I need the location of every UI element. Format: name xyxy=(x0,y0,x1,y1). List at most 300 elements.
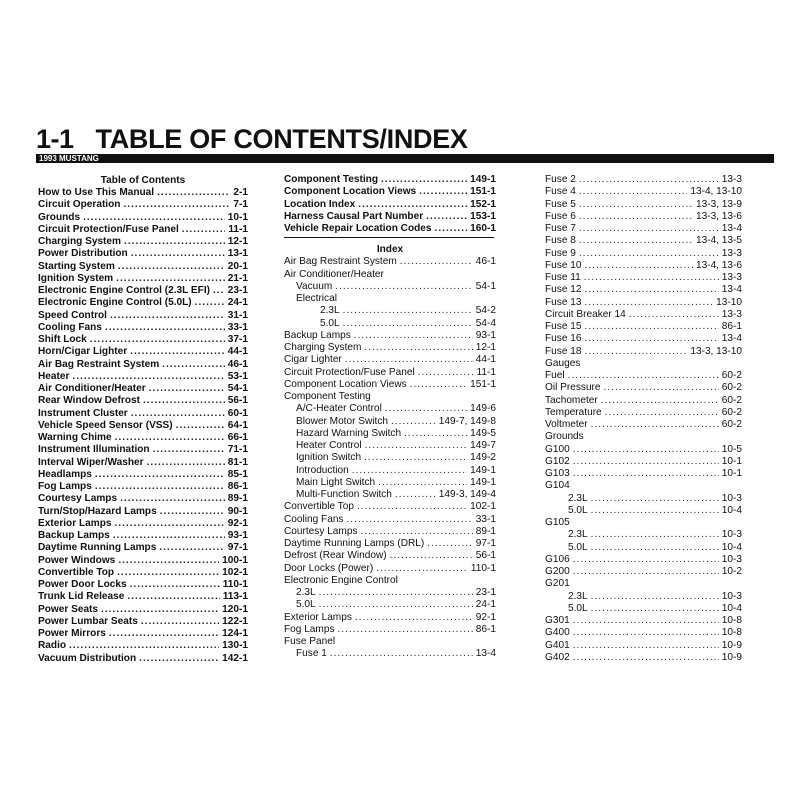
contents-entry[interactable] xyxy=(38,653,248,665)
index-entry[interactable] xyxy=(545,652,742,664)
entry-label: Component Testing xyxy=(284,391,371,402)
dot-leader xyxy=(176,420,225,432)
dot-leader xyxy=(157,187,230,199)
index-entry[interactable] xyxy=(284,342,496,354)
contents-heading: Table of Contents xyxy=(100,175,186,186)
contents-entry[interactable] xyxy=(38,518,248,530)
index-entry[interactable] xyxy=(284,256,496,268)
contents-entry[interactable] xyxy=(38,530,248,542)
dot-leader xyxy=(147,457,225,469)
entry-label: Electronic Engine Control (2.3L EFI) xyxy=(38,285,210,296)
index-entry[interactable] xyxy=(545,566,742,578)
index-entry[interactable] xyxy=(284,269,496,281)
entry-page: 149-3, 149-4 xyxy=(438,489,496,500)
entry-page: 10-8 xyxy=(721,627,742,639)
entry-label: Multi-Function Switch xyxy=(296,489,392,500)
entry-page: 13-3, 13-10 xyxy=(690,345,742,357)
dot-leader xyxy=(83,212,225,224)
entry-page: 13-3 xyxy=(721,247,742,259)
entry-label: Horn/Cigar Lighter xyxy=(38,346,128,358)
index-entry[interactable] xyxy=(284,281,496,293)
index-entry[interactable] xyxy=(284,636,496,648)
dot-leader xyxy=(105,322,225,334)
dot-leader xyxy=(410,379,467,391)
entry-page: 85-1 xyxy=(227,468,248,480)
contents-entry[interactable] xyxy=(38,432,248,444)
dot-leader xyxy=(182,224,226,236)
contents-entry[interactable] xyxy=(284,186,496,198)
entry-label: 5.0L xyxy=(296,599,316,611)
dot-leader xyxy=(385,403,467,415)
dot-leader xyxy=(143,395,225,407)
entry-page: 124-1 xyxy=(222,628,248,639)
dot-leader xyxy=(364,342,472,354)
dot-leader xyxy=(573,444,719,456)
dot-leader xyxy=(95,481,225,493)
index-entry[interactable] xyxy=(284,501,496,513)
dot-leader xyxy=(153,444,225,456)
index-entry[interactable] xyxy=(545,248,742,260)
entry-page: 54-4 xyxy=(475,317,496,329)
entry-label: 2.3L xyxy=(568,590,588,602)
entry-page: 13-4, 13-10 xyxy=(690,186,742,198)
dot-leader xyxy=(579,174,719,186)
index-entry[interactable] xyxy=(545,493,742,505)
entry-label: G100 xyxy=(545,443,570,455)
entry-page: 60-2 xyxy=(721,394,742,406)
contents-entry[interactable] xyxy=(38,493,248,505)
entry-page: 92-1 xyxy=(475,611,496,623)
contents-entry[interactable] xyxy=(38,542,248,554)
index-entry[interactable] xyxy=(284,391,496,403)
entry-label: 2.3L xyxy=(568,529,588,541)
contents-entry[interactable] xyxy=(38,628,248,640)
entry-label: A/C-Heater Control xyxy=(296,403,382,415)
entry-label: Fuse 13 xyxy=(545,296,582,308)
index-entry[interactable] xyxy=(284,648,496,660)
index-entry[interactable] xyxy=(284,428,496,440)
index-entry[interactable] xyxy=(545,358,742,370)
contents-entry[interactable] xyxy=(38,322,248,334)
contents-entry[interactable] xyxy=(38,444,248,456)
dot-leader xyxy=(381,174,467,186)
entry-label: Location Index xyxy=(284,198,356,210)
entry-page: 113-1 xyxy=(222,591,248,603)
index-entry[interactable] xyxy=(545,199,742,211)
contents-entry[interactable] xyxy=(38,359,248,371)
index-entry[interactable] xyxy=(284,538,496,550)
index-entry[interactable] xyxy=(545,419,742,431)
entry-label: Harness Causal Part Number xyxy=(284,210,424,222)
index-entry[interactable] xyxy=(284,440,496,452)
entry-label: Headlamps xyxy=(38,468,92,480)
index-entry[interactable] xyxy=(284,330,496,342)
entry-page: 54-1 xyxy=(227,383,248,394)
contents-entry[interactable] xyxy=(38,346,248,358)
index-entry[interactable] xyxy=(284,465,496,477)
dot-leader xyxy=(404,428,467,440)
contents-entry[interactable] xyxy=(38,567,248,579)
entry-label: Cooling Fans xyxy=(284,513,344,525)
entry-label: Fuse 18 xyxy=(545,345,582,357)
entry-label: Cigar Lighter xyxy=(284,354,342,366)
entry-label: Gauges xyxy=(545,357,581,369)
dot-leader xyxy=(131,408,225,420)
entry-page: 13-3 xyxy=(721,272,742,283)
index-entry[interactable] xyxy=(545,309,742,321)
entry-label: Speed Control xyxy=(38,309,107,321)
entry-label: 5.0L xyxy=(320,317,340,329)
dot-leader xyxy=(139,653,219,665)
index-entry[interactable] xyxy=(545,591,742,603)
entry-page: 81-1 xyxy=(227,456,248,468)
contents-entry[interactable] xyxy=(38,297,248,309)
dot-leader xyxy=(343,318,473,330)
entry-page: 13-4 xyxy=(475,648,496,660)
contents-entry[interactable] xyxy=(38,224,248,236)
entry-page: 122-1 xyxy=(222,615,248,627)
contents-entry[interactable] xyxy=(38,273,248,285)
dot-leader xyxy=(395,489,436,501)
dot-leader xyxy=(335,281,473,293)
entry-label: Instrument Cluster xyxy=(38,407,128,419)
entry-page: 10-3 xyxy=(721,529,742,541)
contents-entry[interactable] xyxy=(38,248,248,260)
dot-leader xyxy=(579,235,693,247)
entry-page: 64-1 xyxy=(227,419,248,431)
index-entry[interactable] xyxy=(545,174,742,186)
entry-label: 5.0L xyxy=(568,504,588,516)
index-entry[interactable] xyxy=(284,477,496,489)
dot-leader xyxy=(141,616,219,628)
dot-leader xyxy=(120,493,225,505)
index-entry[interactable] xyxy=(545,456,742,468)
dot-leader xyxy=(435,223,468,235)
entry-page: 13-4 xyxy=(721,223,742,234)
entry-page: 13-1 xyxy=(227,248,248,260)
dot-leader xyxy=(345,354,473,366)
entry-label: Courtesy Lamps xyxy=(284,525,358,537)
contents-entry[interactable] xyxy=(38,420,248,432)
dot-leader xyxy=(149,383,225,395)
entry-label: Grounds xyxy=(545,431,584,443)
dot-leader xyxy=(390,550,473,562)
dot-leader xyxy=(584,284,718,296)
index-entry[interactable] xyxy=(545,615,742,627)
index-entry[interactable] xyxy=(545,186,742,198)
index-column-continued xyxy=(545,174,742,664)
dot-leader xyxy=(319,599,473,611)
entry-page: 153-1 xyxy=(470,210,496,222)
contents-entry[interactable] xyxy=(284,223,496,235)
index-entry[interactable] xyxy=(284,403,496,415)
index-entry[interactable] xyxy=(284,379,496,391)
contents-entry[interactable] xyxy=(284,211,496,223)
index-entry[interactable] xyxy=(545,297,742,309)
index-entry[interactable] xyxy=(545,517,742,529)
entry-page: 53-1 xyxy=(227,370,248,382)
index-entry[interactable] xyxy=(284,489,496,501)
entry-label: Door Locks (Power) xyxy=(284,562,374,574)
index-heading: Index xyxy=(376,244,404,256)
dot-leader xyxy=(195,297,225,309)
entry-page: 24-1 xyxy=(475,599,496,611)
index-entry[interactable] xyxy=(284,354,496,366)
entry-page: 10-4 xyxy=(721,541,742,553)
contents-entry[interactable] xyxy=(38,579,248,591)
entry-label: G105 xyxy=(545,517,570,528)
entry-label: Rear Window Defrost xyxy=(38,395,140,407)
entry-page: 60-1 xyxy=(227,407,248,419)
entry-label: Fog Lamps xyxy=(38,481,92,492)
contents-entry[interactable] xyxy=(38,395,248,407)
entry-label: Interval Wiper/Washer xyxy=(38,456,144,468)
page-title: TABLE OF CONTENTS/INDEX xyxy=(95,124,468,154)
contents-entry[interactable] xyxy=(38,616,248,628)
entry-page: 93-1 xyxy=(227,530,248,541)
entry-label: 5.0L xyxy=(568,602,588,614)
entry-page: 21-1 xyxy=(227,272,248,284)
dot-leader xyxy=(365,440,468,452)
dot-leader xyxy=(601,395,719,407)
dot-leader xyxy=(591,542,719,554)
contents-entry[interactable] xyxy=(284,199,496,211)
contents-entry[interactable] xyxy=(38,236,248,248)
index-entry[interactable] xyxy=(284,563,496,575)
dot-leader xyxy=(358,199,467,211)
entry-page: 44-1 xyxy=(475,354,496,366)
index-entry[interactable] xyxy=(284,452,496,464)
entry-page: 151-1 xyxy=(470,378,496,390)
entry-page: 86-1 xyxy=(475,623,496,635)
entry-page: 10-4 xyxy=(721,504,742,516)
dot-leader xyxy=(378,477,467,489)
index-entry[interactable] xyxy=(284,293,496,305)
entry-label: Convertible Top xyxy=(284,501,354,513)
entry-label: Component Location Views xyxy=(284,378,407,390)
index-entry[interactable] xyxy=(545,333,742,345)
contents-entry[interactable] xyxy=(38,383,248,395)
index-entry[interactable] xyxy=(545,235,742,247)
index-entry[interactable] xyxy=(284,305,496,317)
entry-page: 20-1 xyxy=(227,260,248,272)
entry-label: 5.0L xyxy=(568,541,588,553)
entry-label: Main Light Switch xyxy=(296,476,376,488)
dot-leader xyxy=(115,432,225,444)
entry-label: Fuse 12 xyxy=(545,284,582,296)
dot-leader xyxy=(584,297,713,309)
index-entry[interactable] xyxy=(545,444,742,456)
contents-entry[interactable] xyxy=(38,640,248,652)
entry-label: Power Seats xyxy=(38,603,99,615)
entry-page: 24-1 xyxy=(227,297,248,309)
dot-leader xyxy=(584,321,718,333)
contents-entry[interactable] xyxy=(38,604,248,616)
contents-entry[interactable] xyxy=(38,371,248,383)
entry-page: 100-1 xyxy=(222,554,248,566)
entry-label: Blower Motor Switch xyxy=(296,415,388,427)
entry-page: 110-1 xyxy=(222,579,248,590)
contents-entry[interactable] xyxy=(284,174,496,186)
entry-page: 60-2 xyxy=(721,406,742,418)
index-entry[interactable] xyxy=(284,575,496,587)
dot-leader xyxy=(346,514,472,526)
dot-leader xyxy=(573,468,719,480)
entry-page: 11-1 xyxy=(476,366,496,378)
index-entry[interactable] xyxy=(545,370,742,382)
index-entry[interactable] xyxy=(545,468,742,480)
entry-page: 160-1 xyxy=(470,223,496,234)
index-entry[interactable] xyxy=(545,284,742,296)
contents-entry[interactable] xyxy=(38,310,248,322)
dot-leader xyxy=(418,367,474,379)
index-entry[interactable] xyxy=(284,526,496,538)
index-entry[interactable] xyxy=(545,321,742,333)
entry-page: 54-2 xyxy=(475,305,496,317)
contents-entry[interactable] xyxy=(38,187,248,199)
dot-leader xyxy=(319,587,473,599)
entry-page: 66-1 xyxy=(227,432,248,443)
index-entry[interactable] xyxy=(284,514,496,526)
entry-label: Cooling Fans xyxy=(38,321,102,333)
entry-label: Fuse 1 xyxy=(296,648,327,660)
contents-entry[interactable] xyxy=(38,408,248,420)
index-entry[interactable] xyxy=(545,223,742,235)
entry-page: 23-1 xyxy=(227,285,248,296)
entry-page: 46-1 xyxy=(475,256,496,268)
index-entry[interactable] xyxy=(545,529,742,541)
entry-page: 2-1 xyxy=(233,187,248,198)
entry-label: G200 xyxy=(545,566,570,577)
index-entry[interactable] xyxy=(545,346,742,358)
entry-label: Shift Lock xyxy=(38,334,87,345)
contents-entry[interactable] xyxy=(38,591,248,603)
entry-page: 23-1 xyxy=(475,587,496,598)
index-entry[interactable] xyxy=(545,542,742,554)
entry-page: 10-1 xyxy=(721,468,742,479)
entry-label: Fuse 10 xyxy=(545,259,582,271)
entry-label: Air Conditioner/Heater xyxy=(38,383,146,394)
entry-label: Fuse 2 xyxy=(545,174,576,185)
index-entry[interactable] xyxy=(545,480,742,492)
entry-label: Grounds xyxy=(38,211,81,223)
index-entry[interactable] xyxy=(284,599,496,611)
dot-leader xyxy=(364,452,467,464)
contents-entry[interactable] xyxy=(38,555,248,567)
entry-page: 10-8 xyxy=(721,615,742,626)
contents-entry[interactable] xyxy=(38,469,248,481)
index-entry[interactable] xyxy=(545,578,742,590)
index-entry[interactable] xyxy=(284,624,496,636)
dot-leader xyxy=(213,285,225,297)
entry-label: Power Mirrors xyxy=(38,628,106,639)
index-entry[interactable] xyxy=(284,416,496,428)
dot-leader xyxy=(427,538,473,550)
entry-label: G400 xyxy=(545,627,570,639)
entry-page: 71-1 xyxy=(227,444,248,456)
index-entry[interactable] xyxy=(284,587,496,599)
entry-page: 86-1 xyxy=(721,321,742,332)
entry-label: Vehicle Repair Location Codes xyxy=(284,223,432,234)
index-entry[interactable] xyxy=(545,603,742,615)
entry-label: Component Testing xyxy=(284,174,379,185)
entry-label: G301 xyxy=(545,615,570,626)
dot-leader xyxy=(69,640,219,652)
index-entry[interactable] xyxy=(545,627,742,639)
entry-page: 149-2 xyxy=(470,452,496,464)
entry-label: Voltmeter xyxy=(545,419,588,430)
entry-page: 10-9 xyxy=(721,639,742,651)
contents-entry[interactable] xyxy=(38,261,248,273)
index-entry[interactable] xyxy=(545,554,742,566)
entry-page: 44-1 xyxy=(227,346,248,358)
contents-entry[interactable] xyxy=(38,506,248,518)
entry-label: Hazard Warning Switch xyxy=(296,427,402,439)
entry-label: Trunk Lid Release xyxy=(38,591,125,603)
entry-page: 56-1 xyxy=(475,550,496,562)
index-entry[interactable] xyxy=(545,505,742,517)
entry-label: Backup Lamps xyxy=(284,329,351,341)
entry-label: 2.3L xyxy=(320,305,340,317)
index-list xyxy=(284,256,496,660)
entry-label: Fuel xyxy=(545,370,565,381)
dot-leader xyxy=(568,370,719,382)
entry-page: 102-1 xyxy=(222,566,248,578)
index-entry[interactable] xyxy=(545,382,742,394)
index-entry[interactable] xyxy=(545,395,742,407)
dot-leader xyxy=(101,604,219,616)
index-entry[interactable] xyxy=(284,612,496,624)
contents-entry[interactable] xyxy=(38,199,248,211)
index-entry[interactable] xyxy=(284,550,496,562)
entry-label: 2.3L xyxy=(296,587,316,598)
entry-page: 10-4 xyxy=(721,602,742,614)
entry-page: 56-1 xyxy=(227,395,248,407)
index-entry[interactable] xyxy=(545,431,742,443)
contents-entry[interactable] xyxy=(38,212,248,224)
contents-index-column xyxy=(284,174,496,661)
index-entry[interactable] xyxy=(284,318,496,330)
entry-page: 149-6 xyxy=(470,403,496,415)
dot-leader xyxy=(127,591,219,603)
index-entry[interactable] xyxy=(545,211,742,223)
contents-entry[interactable] xyxy=(38,285,248,297)
index-entry[interactable] xyxy=(284,367,496,379)
contents-entry[interactable] xyxy=(38,481,248,493)
page-header xyxy=(36,124,468,158)
contents-entry[interactable] xyxy=(38,457,248,469)
dot-leader xyxy=(118,555,219,567)
dot-leader xyxy=(573,627,719,639)
entry-label: Circuit Operation xyxy=(38,199,121,211)
dot-leader xyxy=(573,652,719,664)
index-entry[interactable] xyxy=(545,272,742,284)
contents-entry[interactable] xyxy=(38,334,248,346)
index-entry[interactable] xyxy=(545,640,742,652)
entry-label: Charging System xyxy=(284,342,362,353)
dot-leader xyxy=(591,419,719,431)
dot-leader xyxy=(584,346,687,358)
index-entry[interactable] xyxy=(545,407,742,419)
entry-label: Fuse 4 xyxy=(545,186,576,198)
index-entry[interactable] xyxy=(545,260,742,272)
entry-label: Convertible Top xyxy=(38,566,115,578)
entry-page: 10-1 xyxy=(721,455,742,467)
contents-list-continued xyxy=(284,174,496,235)
entry-label: Air Conditioner/Heater xyxy=(284,268,384,280)
entry-page: 149-5 xyxy=(470,427,496,439)
dot-leader xyxy=(584,333,718,345)
